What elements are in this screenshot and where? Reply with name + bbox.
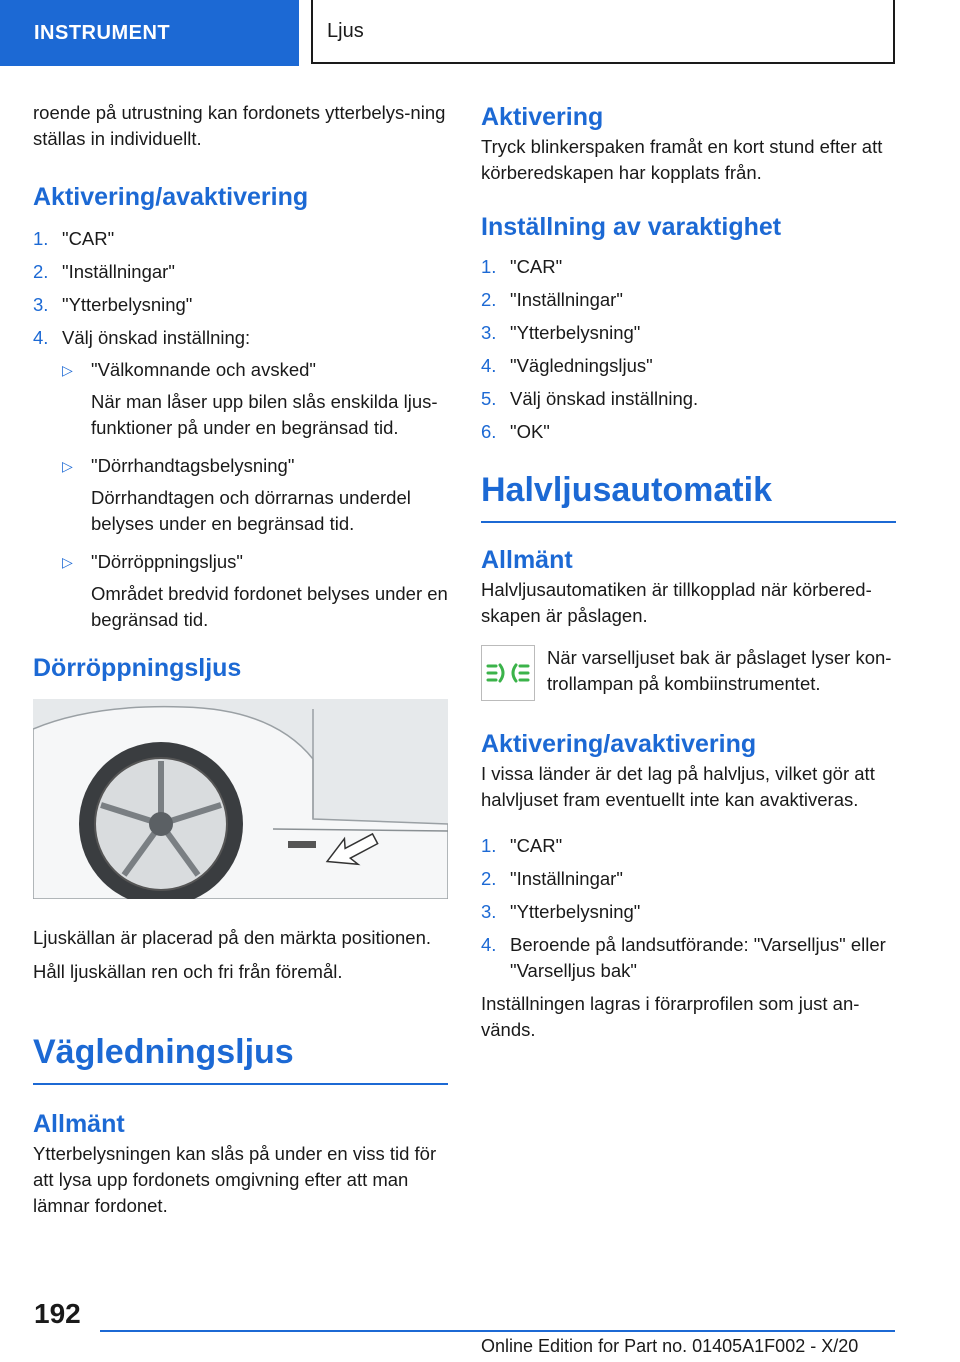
car-wheel-icon	[33, 699, 448, 899]
list-item	[33, 292, 448, 318]
duration-steps	[481, 254, 896, 445]
list-item	[481, 899, 896, 925]
step-number: 1.	[481, 835, 497, 856]
list-item	[481, 866, 896, 892]
heading-activation: Aktivering/avaktivering	[33, 183, 309, 211]
list-item	[33, 259, 448, 285]
step-text: "Inställningar"	[510, 289, 623, 310]
chapter-title: Ljus	[311, 0, 895, 64]
option-title: "Välkomnande och avsked"	[91, 359, 316, 380]
indicator-note	[481, 645, 896, 701]
door-paragraph-1: Ljuskällan är placerad på den märkta positionen.	[33, 927, 431, 948]
list-item	[481, 254, 896, 280]
final-paragraph: Inställningen lagras i förarprofilen som just an-vänds.	[481, 993, 860, 1040]
step-number: 2.	[33, 261, 49, 282]
step-text: Välj önskad inställning:	[62, 327, 251, 348]
left-column	[33, 100, 448, 1219]
right-column	[481, 100, 896, 1043]
step-number: 4.	[33, 327, 49, 348]
step-text: Välj önskad inställning.	[510, 388, 699, 409]
heading-general: Allmänt	[33, 1110, 125, 1138]
door-light-illustration	[33, 699, 448, 899]
list-item	[481, 386, 896, 412]
option-item	[62, 453, 448, 537]
general-paragraph: Ytterbelysningen kan slås på under en viss tid för att lysa upp fordonets omgivning efter att man lämnar fordonet.	[33, 1143, 437, 1216]
indicator-note-text: När varselljuset bak är påslaget lyser kon-trollampan på kombiinstrumentet.	[547, 647, 892, 694]
option-title: "Dörrhandtagsbelysning"	[91, 455, 295, 476]
activation-steps-right	[481, 833, 896, 984]
step-number: 3.	[481, 322, 497, 343]
option-item	[62, 549, 448, 633]
option-title: "Dörröppningsljus"	[91, 551, 243, 572]
step-text: "Inställningar"	[62, 261, 175, 282]
list-item	[481, 419, 896, 445]
step-text: "OK"	[510, 421, 550, 442]
indicator-lamp-icon	[481, 645, 535, 701]
step-text: "Inställningar"	[510, 868, 623, 889]
step-text: "Ytterbelysning"	[510, 322, 641, 343]
step-text: "CAR"	[510, 256, 563, 277]
activate-paragraph: Tryck blinkerspaken framåt en kort stund efter att körberedskapen har kopplats från.	[481, 136, 883, 183]
step-number: 2.	[481, 289, 497, 310]
step-text: "Ytterbelysning"	[62, 294, 193, 315]
option-desc: Dörrhandtagen och dörrarnas underdel belyses under en begränsad tid.	[91, 487, 411, 534]
triangle-bullet-icon: ▷	[62, 458, 73, 474]
edition-text: Online Edition for Part no. 01405A1F002 - X/20	[481, 1336, 859, 1356]
list-item	[481, 320, 896, 346]
triangle-bullet-icon: ▷	[62, 554, 73, 570]
step-text: "CAR"	[62, 228, 115, 249]
list-item	[481, 833, 896, 859]
step-number: 4.	[481, 934, 497, 955]
general-paragraph-right: Halvljusautomatiken är tillkopplad när körbered-skapen är påslagen.	[481, 579, 872, 626]
step-number: 3.	[33, 294, 49, 315]
heading-duration: Inställning av varaktighet	[481, 213, 782, 241]
step-number: 3.	[481, 901, 497, 922]
step-number: 1.	[33, 228, 49, 249]
step-number: 6.	[481, 421, 497, 442]
option-desc: När man låser upp bilen slås enskilda ljus-funktioner på under en begränsad tid.	[91, 391, 438, 438]
step-number: 5.	[481, 388, 497, 409]
step-text: "Vägledningsljus"	[510, 355, 653, 376]
step-number: 2.	[481, 868, 497, 889]
heading-guide-light: Vägledningsljus	[33, 1029, 448, 1085]
triangle-bullet-icon: ▷	[62, 362, 73, 378]
list-item	[33, 325, 448, 633]
door-paragraph-2: Håll ljuskällan ren och fri från föremål.	[33, 961, 343, 982]
step-number: 4.	[481, 355, 497, 376]
heading-general-right: Allmänt	[481, 546, 573, 574]
step-text: "CAR"	[510, 835, 563, 856]
option-item	[62, 357, 448, 441]
page-number: 192	[34, 1298, 81, 1329]
step-text: "Ytterbelysning"	[510, 901, 641, 922]
activation-paragraph: I vissa länder är det lag på halvljus, vilket gör att halvljuset fram eventuellt inte kan avaktiveras.	[481, 763, 875, 810]
option-desc: Området bredvid fordonet belyses under en begränsad tid.	[91, 583, 448, 630]
intro-paragraph: roende på utrustning kan fordonets ytterbelys-ning ställas in individuellt.	[33, 102, 446, 149]
list-item	[481, 932, 896, 984]
heading-auto-low-beam: Halvljusautomatik	[481, 467, 896, 523]
step-number: 1.	[481, 256, 497, 277]
heading-activate: Aktivering	[481, 103, 604, 131]
list-item	[33, 226, 448, 252]
footer-divider	[100, 1330, 895, 1332]
section-tab: INSTRUMENT	[0, 0, 299, 66]
option-list	[62, 357, 448, 633]
list-item	[481, 353, 896, 379]
step-text: Beroende på landsutförande: "Varselljus" eller "Varselljus bak"	[510, 934, 886, 981]
activation-steps	[33, 226, 448, 633]
heading-activation-right: Aktivering/avaktivering	[481, 730, 757, 758]
heading-door-light: Dörröppningsljus	[33, 654, 242, 682]
list-item	[481, 287, 896, 313]
